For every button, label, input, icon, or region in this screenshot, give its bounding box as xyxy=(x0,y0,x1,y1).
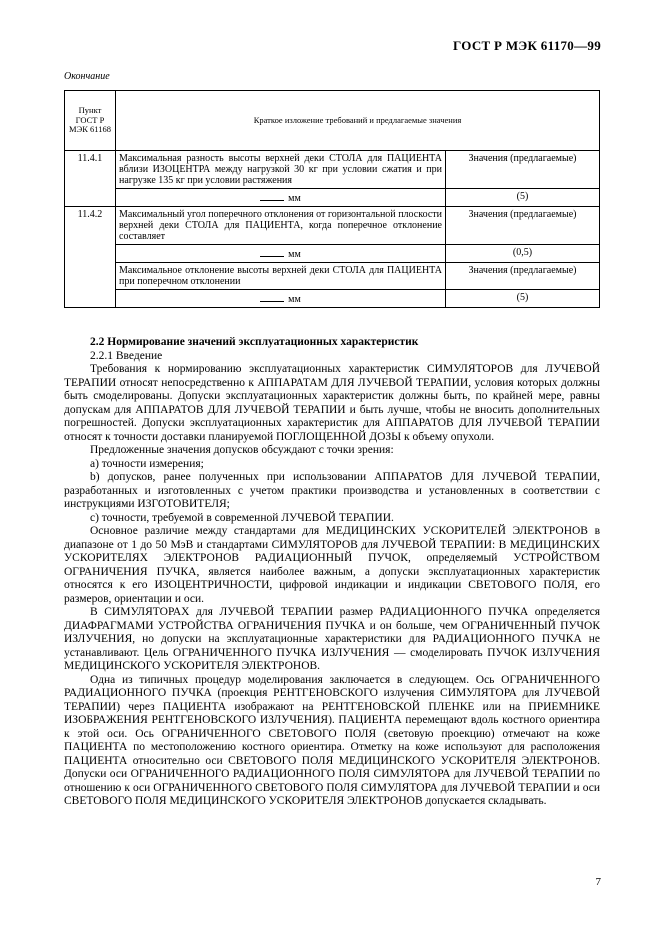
requirements-table xyxy=(64,90,600,308)
values-label: Значения (предлагаемые) xyxy=(446,207,600,245)
unit-label: мм xyxy=(288,193,301,204)
list-item: с) точности, требуемой в современной ЛУЧЕВОЙ ТЕРАПИИ. xyxy=(90,511,394,524)
proposed-value: (5) xyxy=(446,290,600,308)
table-row xyxy=(65,207,600,245)
table-row xyxy=(65,290,600,308)
requirement-text: Максимальная разность высоты верхней деки СТОЛА для ПАЦИЕНТА вблизи ИЗОЦЕНТРА между нагрузкой 30 кг при условии сжатия и при нагрузке 135 кг при условии растяжения xyxy=(116,151,446,189)
unit-cell xyxy=(116,290,446,308)
paragraph: Одна из типичных процедур моделирования заключается в следующем. Ось ОГРАНИЧЕННОГО РАДИАЦИОННОГО ПУЧКА (проекция РЕНТГЕНОВСКОГО излучения СИМУЛЯТОРА для ЛУЧЕВОЙ ТЕРАПИИ) через ПАЦИЕНТА изображают на РЕНТГЕНОВСКОЙ ПЛЕНКЕ или на ПРИЕМНИКЕ ИЗОБРАЖЕНИЯ РЕНТГЕНОВСКОГО ИЗЛУЧЕНИЯ). ПАЦИЕНТА перемещают вдоль костного ориентира к этой оси. Ось ОГРАНИЧЕННОГО СВЕТОВОГО ПОЛЯ (световую проекцию) отмечают на коже ПАЦИЕНТА по местоположению костного ориентира. Отметку на коже используют для расположения ПАЦИЕНТА относительно оси СВЕТОВОГО ПОЛЯ МЕДИЦИНСКОГО УСКОРИТЕЛЯ ЭЛЕКТРОНОВ. Допуски оси ОГРАНИЧЕННОГО РАДИАЦИОННОГО ПОЛЯ СИМУЛЯТОРА для ЛУЧЕВОЙ ТЕРАПИИ по отношению к оси ОГРАНИЧЕННОГО СВЕТОВОГО ПОЛЯ СИМУЛЯТОРА для ЛУЧЕВОЙ ТЕРАПИИ и оси СВЕТОВОГО ПОЛЯ МЕДИЦИНСКОГО УСКОРИТЕЛЯ ЭЛЕКТРОНОВ допускается складывать. xyxy=(64,673,600,807)
list-item: b) допусков, ранее полученных при использовании АППАРАТОВ ДЛЯ ЛУЧЕВОЙ ТЕРАПИИ, разработанных и изготовленных с учетом практики производства и установленных в соответствии с инструкциями ИЗГОТОВИТЕЛЯ; xyxy=(64,471,600,510)
proposed-value: (0,5) xyxy=(446,245,600,263)
unit-label: мм xyxy=(288,294,301,305)
col-summary-header: Краткое изложение требований и предлагаемые значения xyxy=(116,91,600,151)
clause-number: 11.4.2 xyxy=(65,207,116,308)
body-text xyxy=(64,336,600,809)
requirement-text: Максимальное отклонение высоты верхней деки СТОЛА для ПАЦИЕНТА при поперечном отклонении xyxy=(116,263,446,290)
page-number: 7 xyxy=(595,876,601,888)
list-item: а) точности измерения; xyxy=(90,457,204,470)
requirement-text: Максимальный угол поперечного отклонения от горизонтальной плоскости верхней деки СТОЛА для ПАЦИЕНТА, когда поперечное отклонение составляет xyxy=(116,207,446,245)
table-header-row xyxy=(65,91,600,151)
values-label: Значения (предлагаемые) xyxy=(446,151,600,189)
subsection-title: 2.2.1 Введение xyxy=(90,349,163,362)
continuation-label: Окончание xyxy=(64,71,110,82)
values-label: Значения (предлагаемые) xyxy=(446,263,600,290)
unit-label: мм xyxy=(288,249,301,260)
paragraph: Основное различие между стандартами для МЕДИЦИНСКИХ УСКОРИТЕЛЕЙ ЭЛЕКТРОНОВ в диапазоне от 1 до 50 МэВ и стандартами СИМУЛЯТОРОВ для ЛУЧЕВОЙ ТЕРАПИИ: В МЕДИЦИНСКИХ УСКОРИТЕЛЯХ ЭЛЕКТРОНОВ РАДИАЦИОННЫЙ ПУЧОК, определяемый УСТРОЙСТВОМ ОГРАНИЧЕНИЯ ПУЧКА, является наиболее важным, а допуски эксплуатационных характеристик относятся к его ИЗОЦЕНТРИЧНОСТИ, цифровой индикации и индикации СВЕТОВОГО ПОЛЯ, его размеров, ориентации и оси. xyxy=(64,525,600,605)
standard-header: ГОСТ Р МЭК 61170—99 xyxy=(453,38,601,53)
paragraph: Требования к нормированию эксплуатационных характеристик СИМУЛЯТОРОВ для ЛУЧЕВОЙ ТЕРАПИИ относят непосредственно к АППАРАТАМ ДЛЯ ЛУЧЕВОЙ ТЕРАПИИ, условия которых должны быть смоделированы. Допуски эксплуатационных характеристик должны быть, по крайней мере, равны допускам для АППАРАТОВ ДЛЯ ЛУЧЕВОЙ ТЕРАПИИ и быть лучше, чтобы не вносить дополнительных погрешностей. Допуски эксплуатационных характеристик для АППАРАТОВ ДЛЯ ЛУЧЕВОЙ ТЕРАПИИ относят к точности доставки планируемой ПОГЛОЩЕННОЙ ДОЗЫ к объему опухоли. xyxy=(64,363,600,443)
unit-cell xyxy=(116,245,446,263)
paragraph: Предложенные значения допусков обсуждают с точки зрения: xyxy=(90,444,394,456)
clause-number: 11.4.1 xyxy=(65,151,116,207)
section-title: 2.2 Нормирование значений эксплуатационных характеристик xyxy=(90,336,419,348)
unit-cell xyxy=(116,189,446,207)
paragraph: В СИМУЛЯТОРАХ для ЛУЧЕВОЙ ТЕРАПИИ размер РАДИАЦИОННОГО ПУЧКА определяется ДИАФРАГМАМИ УСТРОЙСТВА ОГРАНИЧЕНИЯ ПУЧКА и он больше, чем ОГРАНИЧЕННЫЙ ПУЧОК ИЗЛУЧЕНИЯ, но допуски на эксплуатационные характеристики для РАДИАЦИОННОГО ПУЧКА не устанавливают. Цель ОГРАНИЧЕННОГО ПУЧКА ИЗЛУЧЕНИЯ — смоделировать ПУЧОК ИЗЛУЧЕНИЯ МЕДИЦИНСКОГО УСКОРИТЕЛЯ ЭЛЕКТРОНОВ. xyxy=(64,606,600,672)
table-row xyxy=(65,189,600,207)
col-clause-header: Пункт ГОСТ Р МЭК 61168 xyxy=(65,91,116,151)
proposed-value: (5) xyxy=(446,189,600,207)
table-row xyxy=(65,151,600,189)
table-row xyxy=(65,245,600,263)
table-row xyxy=(65,263,600,290)
